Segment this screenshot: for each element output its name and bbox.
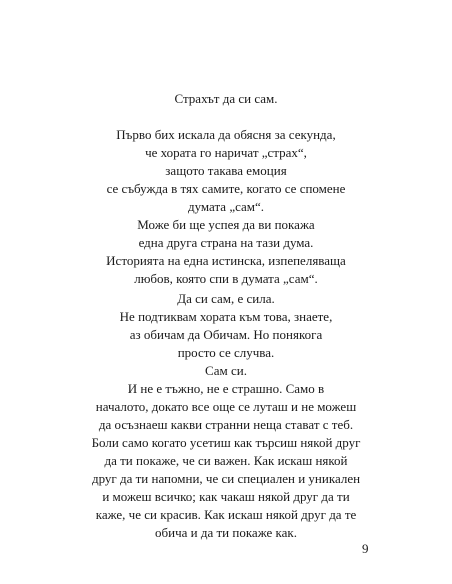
text-line: Сам си. [205, 363, 247, 378]
text-line: Историята на една истинска, изпепеляваща [106, 253, 346, 268]
text-line: Да си сам, е сила. [177, 291, 275, 306]
chapter-title: Страхът да си сам. [174, 91, 278, 106]
paragraph-two [80, 290, 372, 542]
text-line: да ти покаже, че си важен. Как искаш някой [104, 453, 348, 468]
text-line: че хората го наричат „страх“, [145, 145, 307, 160]
text-line: Боли само когато усетиш как търсиш някой друг [91, 435, 361, 450]
text-line: се събужда в тях самите, когато се спомене [106, 181, 346, 196]
text-line: просто се случва. [177, 345, 275, 360]
text-line: каже, че си красив. Как искаш някой друг да те [95, 507, 357, 522]
text-line: да осъзнаеш какви странни неща стават с теб. [98, 417, 354, 432]
text-line: защото такава емоция [165, 163, 287, 178]
text-line: И не е тъжно, не е страшно. Само в [127, 381, 325, 396]
text-line: Първо бих искала да обясня за секунда, [116, 127, 336, 142]
text-line: думата „сам“. [187, 199, 265, 214]
text-line: Може би ще успея да ви покажа [137, 217, 315, 232]
text-line: и можеш всичко; как чакаш някой друг да ти [102, 489, 350, 504]
chapter-title-block [80, 90, 372, 108]
text-line: началото, докато все още се луташ и не можеш [95, 399, 357, 414]
text-line: обича и да ти покаже как. [155, 525, 297, 540]
text-line: друг да ти напомни, че си специален и уникален [91, 471, 361, 486]
text-line: аз обичам да Обичам. Но понякога [129, 327, 323, 342]
text-line: любов, която спи в думата „сам“. [134, 271, 318, 286]
text-line: една друга страна на тази дума. [138, 235, 314, 250]
paragraph-one [80, 126, 372, 288]
text-line: Не подтиквам хората към това, знаете, [119, 309, 333, 324]
page-number: 9 [362, 541, 369, 556]
